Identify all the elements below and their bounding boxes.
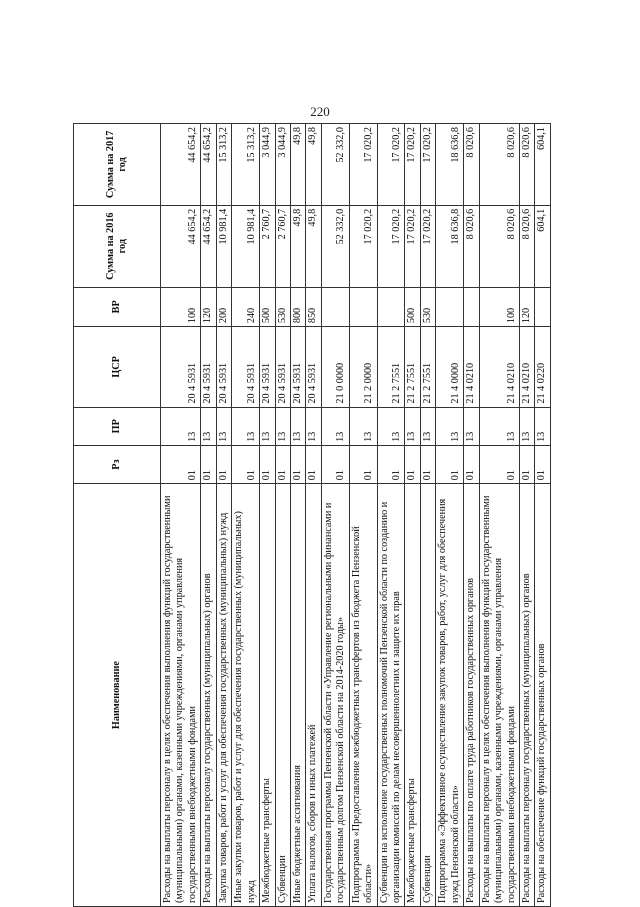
- cell-sum-2017: 17 020,2: [349, 124, 377, 206]
- cell-rz: 01: [321, 445, 349, 483]
- cell-csr: 21 2 7551: [377, 327, 405, 407]
- cell-sum-2016: 8 020,6: [479, 205, 519, 287]
- cell-name: Подпрограмма «Предоставление межбюджетных трансфертов из бюджета Пензенской области»: [349, 484, 377, 907]
- cell-sum-2016: 10 981,4: [232, 205, 260, 287]
- cell-vr: 120: [519, 287, 534, 327]
- cell-sum-2016: 2 760,7: [275, 205, 290, 287]
- cell-sum-2016: 10 981,4: [216, 205, 231, 287]
- table-body: [161, 124, 551, 907]
- cell-vr: 100: [161, 287, 201, 327]
- header-pr: ПР: [74, 407, 161, 445]
- cell-rz: 01: [420, 445, 435, 483]
- cell-pr: 13: [519, 407, 534, 445]
- table-row: [306, 124, 321, 907]
- cell-sum-2016: 52 332,0: [321, 205, 349, 287]
- cell-sum-2016: 17 020,2: [377, 205, 405, 287]
- cell-pr: 13: [479, 407, 519, 445]
- cell-pr: 13: [464, 407, 479, 445]
- cell-vr: 500: [405, 287, 420, 327]
- cell-pr: 13: [161, 407, 201, 445]
- cell-vr: [321, 287, 349, 327]
- header-row: [74, 124, 161, 907]
- cell-pr: 13: [436, 407, 464, 445]
- cell-csr: 20 4 5931: [232, 327, 260, 407]
- table-row: [436, 124, 464, 907]
- cell-vr: 240: [232, 287, 260, 327]
- cell-sum-2017: 15 313,2: [216, 124, 231, 206]
- cell-rz: 01: [349, 445, 377, 483]
- table-row: [420, 124, 435, 907]
- cell-vr: [436, 287, 464, 327]
- cell-pr: 13: [232, 407, 260, 445]
- cell-rz: 01: [306, 445, 321, 483]
- table-row: [349, 124, 377, 907]
- cell-rz: 01: [260, 445, 275, 483]
- cell-csr: 21 2 7551: [420, 327, 435, 407]
- table-row: [275, 124, 290, 907]
- cell-sum-2016: 17 020,2: [420, 205, 435, 287]
- cell-csr: 20 4 5931: [161, 327, 201, 407]
- table-row: [464, 124, 479, 907]
- cell-sum-2016: 604,1: [535, 205, 550, 287]
- header-sum-2016: Сумма на 2016 год: [74, 205, 161, 287]
- cell-pr: 13: [260, 407, 275, 445]
- cell-sum-2017: 17 020,2: [405, 124, 420, 206]
- cell-name: Закупка товаров, работ и услуг для обеспечения государственных (муниципальных) нужд: [216, 484, 231, 907]
- cell-vr: 200: [216, 287, 231, 327]
- rotated-table-container: [73, 123, 573, 907]
- cell-sum-2016: 18 636,8: [436, 205, 464, 287]
- cell-rz: 01: [290, 445, 305, 483]
- cell-name: Субвенции: [275, 484, 290, 907]
- cell-vr: 120: [201, 287, 216, 327]
- cell-pr: 13: [216, 407, 231, 445]
- cell-vr: 800: [290, 287, 305, 327]
- cell-vr: 500: [260, 287, 275, 327]
- cell-sum-2016: 49,8: [290, 205, 305, 287]
- cell-csr: 21 0 0000: [321, 327, 349, 407]
- cell-pr: 13: [306, 407, 321, 445]
- cell-rz: 01: [201, 445, 216, 483]
- cell-pr: 13: [201, 407, 216, 445]
- cell-pr: 13: [405, 407, 420, 445]
- cell-csr: 20 4 5931: [260, 327, 275, 407]
- cell-sum-2017: 604,1: [535, 124, 550, 206]
- cell-csr: 20 4 5931: [216, 327, 231, 407]
- cell-rz: 01: [216, 445, 231, 483]
- cell-sum-2017: 8 020,6: [519, 124, 534, 206]
- cell-csr: 20 4 5931: [201, 327, 216, 407]
- cell-name: Межбюджетные трансферты: [405, 484, 420, 907]
- cell-vr: [349, 287, 377, 327]
- cell-vr: [535, 287, 550, 327]
- cell-sum-2016: 17 020,2: [405, 205, 420, 287]
- cell-csr: 21 4 0220: [535, 327, 550, 407]
- cell-sum-2017: 8 020,6: [479, 124, 519, 206]
- cell-csr: 21 4 0210: [519, 327, 534, 407]
- cell-name: Субвенции на исполнение государственных полномочий Пензенской области по созданию и организации комиссий по делам несовершеннолетних и защите их прав: [377, 484, 405, 907]
- cell-sum-2017: 17 020,2: [420, 124, 435, 206]
- cell-name: Иные закупки товаров, работ и услуг для обеспечения государственных (муниципальных) нужд: [232, 484, 260, 907]
- cell-pr: 13: [275, 407, 290, 445]
- cell-sum-2016: 2 760,7: [260, 205, 275, 287]
- cell-vr: [464, 287, 479, 327]
- cell-sum-2017: 44 654,2: [201, 124, 216, 206]
- table-row: [479, 124, 519, 907]
- cell-pr: 13: [349, 407, 377, 445]
- cell-csr: 21 4 0210: [464, 327, 479, 407]
- cell-name: Расходы на выплаты по оплате труда работников государственных органов: [464, 484, 479, 907]
- cell-pr: 13: [420, 407, 435, 445]
- table-row: [232, 124, 260, 907]
- cell-name: Расходы на обеспечение функций государственных органов: [535, 484, 550, 907]
- cell-sum-2016: 8 020,6: [519, 205, 534, 287]
- cell-sum-2017: 8 020,6: [464, 124, 479, 206]
- cell-rz: 01: [479, 445, 519, 483]
- table-row: [405, 124, 420, 907]
- cell-csr: 20 4 5931: [306, 327, 321, 407]
- cell-csr: 20 4 5931: [275, 327, 290, 407]
- table-row: [321, 124, 349, 907]
- cell-sum-2017: 3 044,9: [260, 124, 275, 206]
- cell-name: Государственная программа Пензенской области «Управление региональными финансами и государственным долгом Пензенской области на 2014-2020 годы»: [321, 484, 349, 907]
- header-vr: ВР: [74, 287, 161, 327]
- cell-name: Иные бюджетные ассигнования: [290, 484, 305, 907]
- cell-sum-2017: 18 636,8: [436, 124, 464, 206]
- header-name: Наименование: [74, 484, 161, 907]
- budget-table: [73, 123, 551, 907]
- cell-rz: 01: [519, 445, 534, 483]
- cell-sum-2016: 44 654,2: [161, 205, 201, 287]
- cell-rz: 01: [405, 445, 420, 483]
- cell-rz: 01: [275, 445, 290, 483]
- cell-rz: 01: [535, 445, 550, 483]
- cell-csr: 21 4 0210: [479, 327, 519, 407]
- cell-sum-2017: 44 654,2: [161, 124, 201, 206]
- header-sum-2017: Сумма на 2017 год: [74, 124, 161, 206]
- cell-rz: 01: [436, 445, 464, 483]
- cell-pr: 13: [321, 407, 349, 445]
- cell-sum-2016: 17 020,2: [349, 205, 377, 287]
- cell-sum-2017: 49,8: [306, 124, 321, 206]
- cell-sum-2017: 15 313,2: [232, 124, 260, 206]
- cell-rz: 01: [232, 445, 260, 483]
- cell-name: Подпрограмма «Эффективное осуществление закупок товаров, работ, услуг для обеспечения нужд Пензенской области»: [436, 484, 464, 907]
- cell-name: Уплата налогов, сборов и иных платежей: [306, 484, 321, 907]
- table-row: [290, 124, 305, 907]
- cell-name: Расходы на выплаты персоналу государственных (муниципальных) органов: [201, 484, 216, 907]
- cell-vr: 850: [306, 287, 321, 327]
- cell-rz: 01: [161, 445, 201, 483]
- cell-sum-2016: 8 020,6: [464, 205, 479, 287]
- table-row: [201, 124, 216, 907]
- table-row: [216, 124, 231, 907]
- table-row: [377, 124, 405, 907]
- cell-vr: 530: [420, 287, 435, 327]
- cell-sum-2016: 44 654,2: [201, 205, 216, 287]
- cell-vr: 530: [275, 287, 290, 327]
- cell-pr: 13: [377, 407, 405, 445]
- cell-pr: 13: [535, 407, 550, 445]
- page-number: 220: [310, 104, 330, 119]
- cell-vr: 100: [479, 287, 519, 327]
- table-row: [161, 124, 201, 907]
- cell-name: Расходы на выплаты персоналу в целях обеспечения выполнения функций государственными (муниципальными) органами, казенными учреждениями, органами управления государственными внебюджетными фондами: [479, 484, 519, 907]
- cell-rz: 01: [377, 445, 405, 483]
- cell-name: Субвенции: [420, 484, 435, 907]
- cell-sum-2017: 3 044,9: [275, 124, 290, 206]
- cell-name: Расходы на выплаты персоналу государственных (муниципальных) органов: [519, 484, 534, 907]
- header-rz: Рз: [74, 445, 161, 483]
- cell-sum-2017: 49,8: [290, 124, 305, 206]
- cell-csr: 21 2 7551: [405, 327, 420, 407]
- header-csr: ЦСР: [74, 327, 161, 407]
- cell-name: Расходы на выплаты персоналу в целях обеспечения выполнения функций государственными (муниципальными) органами, казенными учреждениями, органами управления государственными внебюджетными фондами: [161, 484, 201, 907]
- cell-sum-2016: 49,8: [306, 205, 321, 287]
- cell-csr: 20 4 5931: [290, 327, 305, 407]
- cell-name: Межбюджетные трансферты: [260, 484, 275, 907]
- table-row: [535, 124, 550, 907]
- cell-csr: 21 2 0000: [349, 327, 377, 407]
- cell-vr: [377, 287, 405, 327]
- cell-pr: 13: [290, 407, 305, 445]
- cell-sum-2017: 17 020,2: [377, 124, 405, 206]
- table-row: [519, 124, 534, 907]
- cell-sum-2017: 52 332,0: [321, 124, 349, 206]
- cell-rz: 01: [464, 445, 479, 483]
- cell-csr: 21 4 0000: [436, 327, 464, 407]
- table-row: [260, 124, 275, 907]
